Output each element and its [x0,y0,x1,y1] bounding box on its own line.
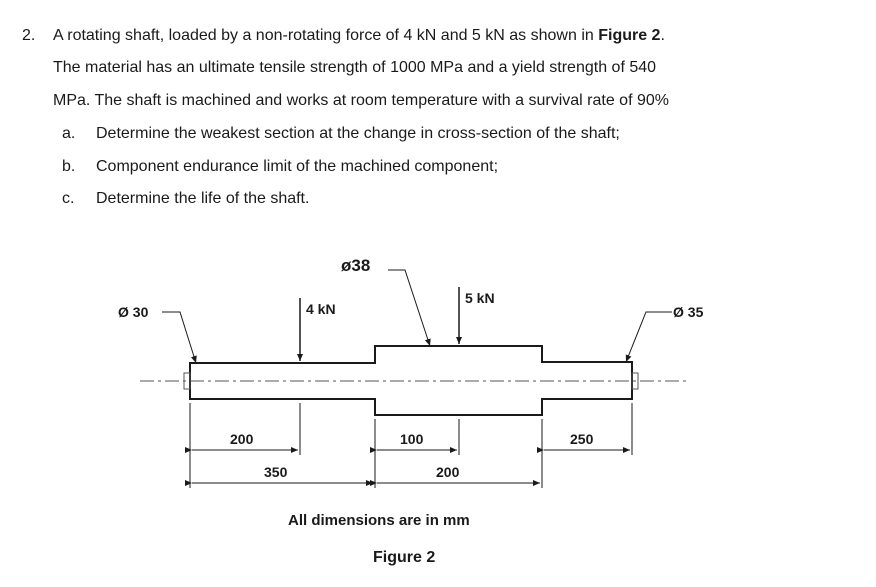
diam-left-leader [162,312,196,363]
figure-caption: Figure 2 [373,549,436,566]
diam-right-label: Ø 35 [673,304,704,320]
part-a-text: Determine the weakest section at the change in cross-section of the shaft; [96,125,620,142]
load-1-label: 4 kN [306,301,336,317]
question-line-3: MPa. The shaft is machined and works at room temperature with a survival rate of 90% [53,92,669,109]
dim-label-350: 350 [264,464,288,480]
diam-mid-leader [388,270,430,346]
question-line-1-text: A rotating shaft, loaded by a non-rotating force of 4 kN and 5 kN as shown in [53,27,599,44]
dim-label-200b: 200 [436,464,460,480]
diam-mid-label: ø38 [341,256,371,275]
diam-right-leader [626,312,672,362]
part-b-text: Component endurance limit of the machined component; [96,158,499,175]
part-c-marker: c. [62,190,75,207]
part-a-marker: a. [62,125,76,142]
part-c-text: Determine the life of the shaft. [96,190,310,207]
dim-label-200a: 200 [230,431,254,447]
question-number: 2. [22,27,36,44]
load-2-label: 5 kN [465,290,495,306]
question-line-2: The material has an ultimate tensile strength of 1000 MPa and a yield strength of 540 [53,59,657,76]
question-line-1-end: . [660,27,665,44]
dim-label-100: 100 [400,431,424,447]
dimensions-note: All dimensions are in mm [288,512,470,529]
diam-left-label: Ø 30 [118,304,149,320]
part-b-marker: b. [62,158,76,175]
figure-reference: Figure 2 [598,27,661,44]
dim-label-250: 250 [570,431,594,447]
